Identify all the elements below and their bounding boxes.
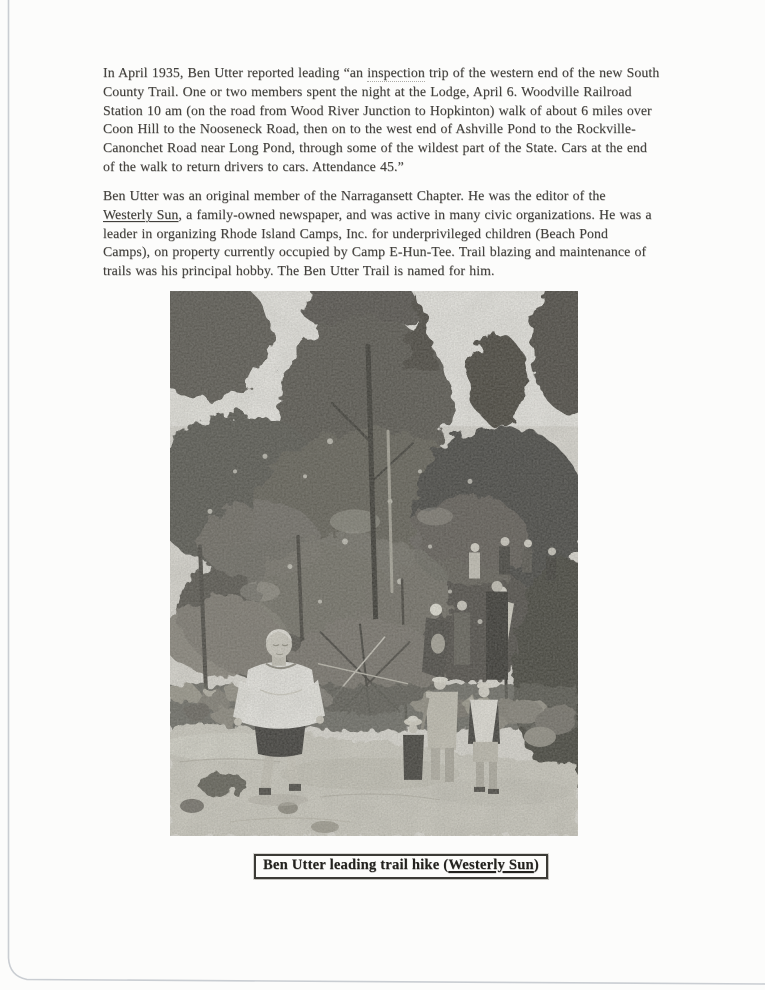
text-segment: Ben Utter leading trail hike ( xyxy=(263,857,449,873)
text-segment: ) xyxy=(533,857,539,873)
trail-hike-photo-svg xyxy=(170,291,578,836)
text-line xyxy=(103,139,659,158)
text-line xyxy=(103,158,659,177)
text-line xyxy=(103,187,652,206)
text-segment: Camps), on property currently occupied by Camp E-Hun-Tee. Trail blazing and maintenance of xyxy=(103,244,647,260)
text-segment: trails was his principal hobby. The Ben Utter Trail is named for him. xyxy=(103,263,495,279)
text-segment: Canonchet Road near Long Pond, through some of the wildest part of the State. Cars at the end xyxy=(103,140,648,156)
text-segment: County Trail. One or two members spent the night at the Lodge, April 6. Woodville Railroad xyxy=(103,83,632,99)
text-segment: Ben Utter was an original member of the Narragansett Chapter. He was the editor of the xyxy=(103,188,606,203)
text-line xyxy=(103,83,659,102)
underlined-text: Westerly Sun xyxy=(103,206,179,222)
text-line xyxy=(103,206,652,225)
paragraph-april-1935-report xyxy=(103,64,659,177)
text-segment: trip of the western end of the new South xyxy=(424,65,660,80)
text-line xyxy=(103,262,652,281)
text-segment: leader in organizing Rhode Island Camps, Inc. for underprivileged children (Beach Pond xyxy=(103,225,608,241)
paragraph-ben-utter-bio xyxy=(103,187,652,281)
film-grain-overlay xyxy=(170,291,578,836)
text-segment: Coon Hill to the Nooseneck Road, then on to the west end of Ashville Pond to the Rockville- xyxy=(103,121,636,137)
text-segment: of the walk to return drivers to cars. Attendance 45.” xyxy=(103,158,404,174)
text-segment: , a family-owned newspaper, and was active in many civic organizations. He was a xyxy=(178,206,652,222)
underlined-text: inspection xyxy=(367,65,425,80)
text-segment: Station 10 am (on the road from Wood River Junction to Hopkinton) walk of about 6 miles over xyxy=(103,102,652,118)
text-line xyxy=(103,243,652,262)
underlined-text: Westerly Sun xyxy=(448,857,534,873)
text-line xyxy=(103,64,659,83)
text-line xyxy=(103,120,659,139)
trail-hike-photograph xyxy=(170,291,578,836)
text-line xyxy=(103,102,659,121)
text-line xyxy=(103,225,652,244)
photo-caption xyxy=(254,854,548,879)
text-segment: In April 1935, Ben Utter reported leading “an xyxy=(103,65,368,80)
